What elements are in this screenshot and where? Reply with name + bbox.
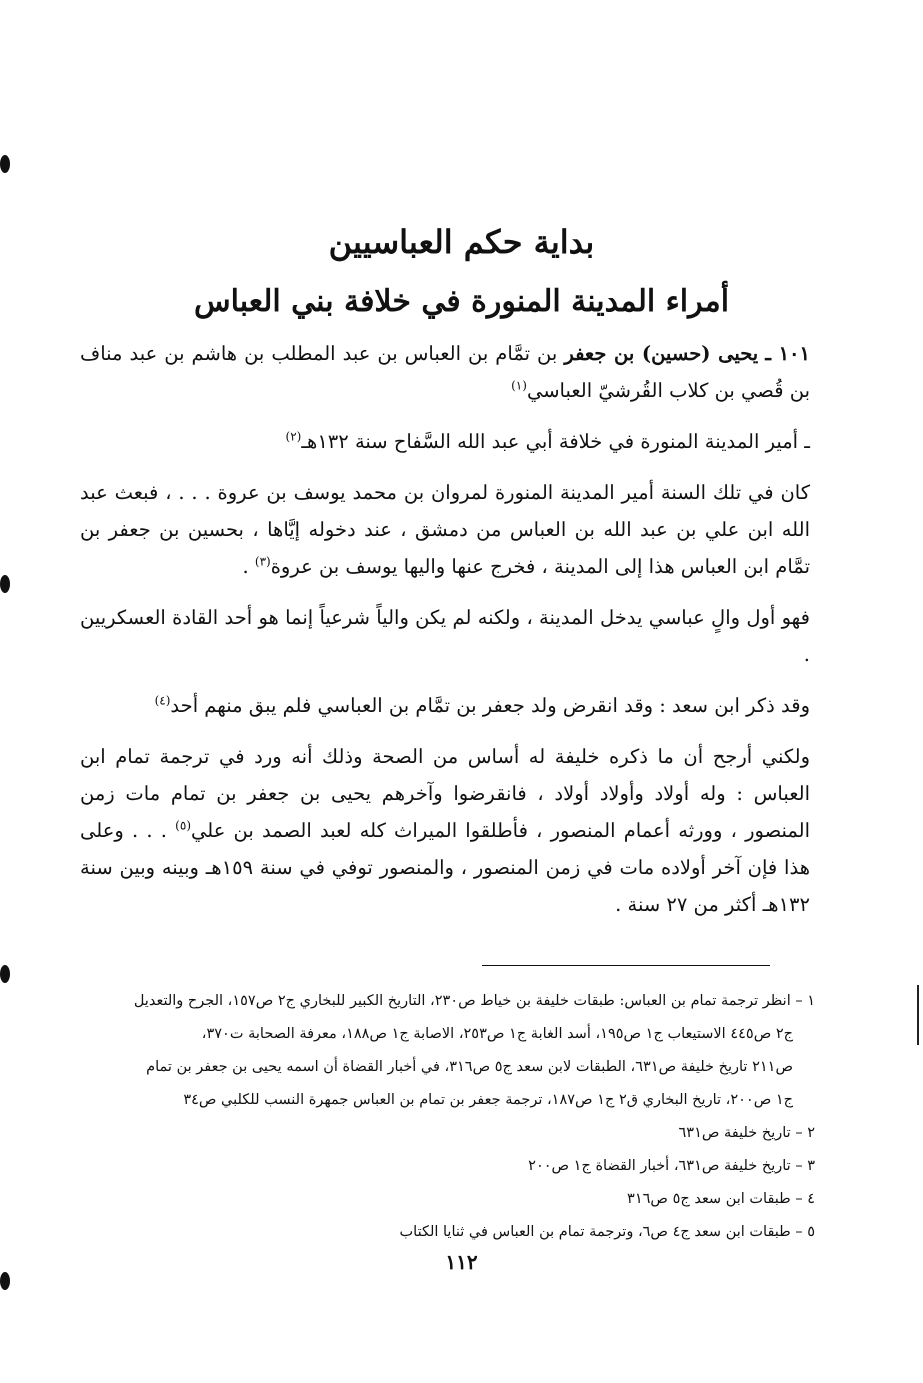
page-number: ١١٢: [445, 1250, 478, 1274]
footnote-ref: (٥): [175, 818, 191, 833]
paragraph-text: ولكني أرجح أن ما ذكره خليفة له أساس من الصحة وذلك أنه ورد في ترجمة تمام ابن العباس : وله أولاد وأولاد أولاد ، فانقرضوا وآخرهم يحيى بن جعفر بن تمام مات زمن المنصور ، وورثه أعمام المنصور ، فأطلقوا الميراث كله لعبد الصمد بن علي: [80, 745, 811, 842]
paragraph: [80, 599, 810, 673]
footnote-item-continued: ص٢١١ تاريخ خليفة ص٦٣١، الطبقات لابن سعد ج٥ ص٣١٦، في أخبار القضاة أن اسمه يحيى بن جعفر بن تمام: [146, 1059, 793, 1075]
paragraph: [80, 474, 810, 585]
chapter-title: بداية حكم العباسيين: [328, 223, 595, 261]
entry-role-text: ـ أمير المدينة المنورة في خلافة أبي عبد الله السَّفاح سنة ١٣٢هـ: [301, 430, 810, 453]
footnote-item: ٢ – تاريخ خليفة ص٦٣١: [678, 1125, 815, 1141]
paragraph-text: وقد ذكر ابن سعد : وقد انقرض ولد جعفر بن تمَّام بن العباسي فلم يبق منهم أحد: [170, 694, 810, 717]
footnote-ref: (٢): [285, 429, 302, 444]
paragraph-text: كان في تلك السنة أمير المدينة المنورة لمروان بن محمد يوسف بن عروة . . . ، فبعث عبد الله ابن علي بن عبد الله بن العباس من دمشق ، عند دخوله إيَّاها ، بحسين بن جعفر بن تمَّام ابن العباس هذا إلى المدينة ، فخرج عنها واليها يوسف بن عروة: [80, 481, 810, 578]
entry-role: [80, 423, 810, 460]
entry-lineage: بن تمَّام بن العباس بن عبد المطلب بن هاشم بن عبد مناف بن قُصي بن كلاب القُرشيّ العباسي: [80, 342, 810, 402]
footnote-item: ٥ – طبقات ابن سعد ج٤ ص٦، وترجمة تمام بن العباس في ثنايا الكتاب: [399, 1224, 815, 1240]
footnote-item: ٤ – طبقات ابن سعد ج٥ ص٣١٦: [627, 1191, 815, 1207]
footnote-item: ٣ – تاريخ خليفة ص٦٣١، أخبار القضاة ج١ ص٢٠٠: [528, 1158, 815, 1174]
entry-header: [80, 335, 810, 409]
footnote-item-continued: ج٢ ص٤٤٥ الاستيعاب ج١ ص١٩٥، أسد الغابة ج١ ص٢٥٣، الاصابة ج١ ص١٨٨، معرفة الصحابة ت٣٧٠،: [201, 1026, 793, 1042]
footnotes: [80, 985, 815, 1249]
main-text: [80, 335, 810, 937]
entry-name: يحيى (حسين) بن جعفر: [564, 342, 759, 365]
paragraph-text: . . . وعلى هذا فإن آخر أولاده مات في زمن المنصور ، والمنصور توفي في سنة ١٥٩هـ وبينه وبين سنة ١٣٢هـ أكثر من ٢٧ سنة .: [80, 819, 810, 916]
footnote-item-continued: ج١ ص٢٠٠، تاريخ البخاري ق٢ ج١ ص١٨٧، ترجمة جعفر بن تمام بن العباس جمهرة النسب للكلبي ص٣٤: [183, 1092, 793, 1108]
entry-number: ١٠١ ـ: [765, 342, 810, 365]
paragraph: [80, 687, 810, 724]
footnote-ref: (١): [511, 378, 527, 393]
punch-hole-mark: [0, 575, 10, 593]
paragraph-text: فهو أول والٍ عباسي يدخل المدينة ، ولكنه لم يكن والياً شرعياً إنما هو أحد القادة العسكريين .: [80, 606, 810, 666]
punch-hole-mark: [0, 1272, 10, 1290]
punch-hole-mark: [0, 155, 10, 173]
punch-hole-mark: [0, 965, 10, 983]
footnote-ref: (٣): [254, 554, 271, 569]
paragraph-text: .: [242, 555, 255, 578]
footnote-ref: (٤): [154, 693, 171, 708]
page-edge-mark: [917, 985, 919, 1045]
paragraph: [80, 738, 810, 923]
footnote-item: ١ – انظر ترجمة تمام بن العباس: طبقات خليفة بن خياط ص٢٣٠، التاريخ الكبير للبخاري ج٢ ص١٥٧، الجرح والتعديل: [133, 993, 815, 1009]
section-subtitle: أمراء المدينة المنورة في خلافة بني العباس: [193, 284, 730, 319]
footnote-divider: [482, 965, 770, 966]
